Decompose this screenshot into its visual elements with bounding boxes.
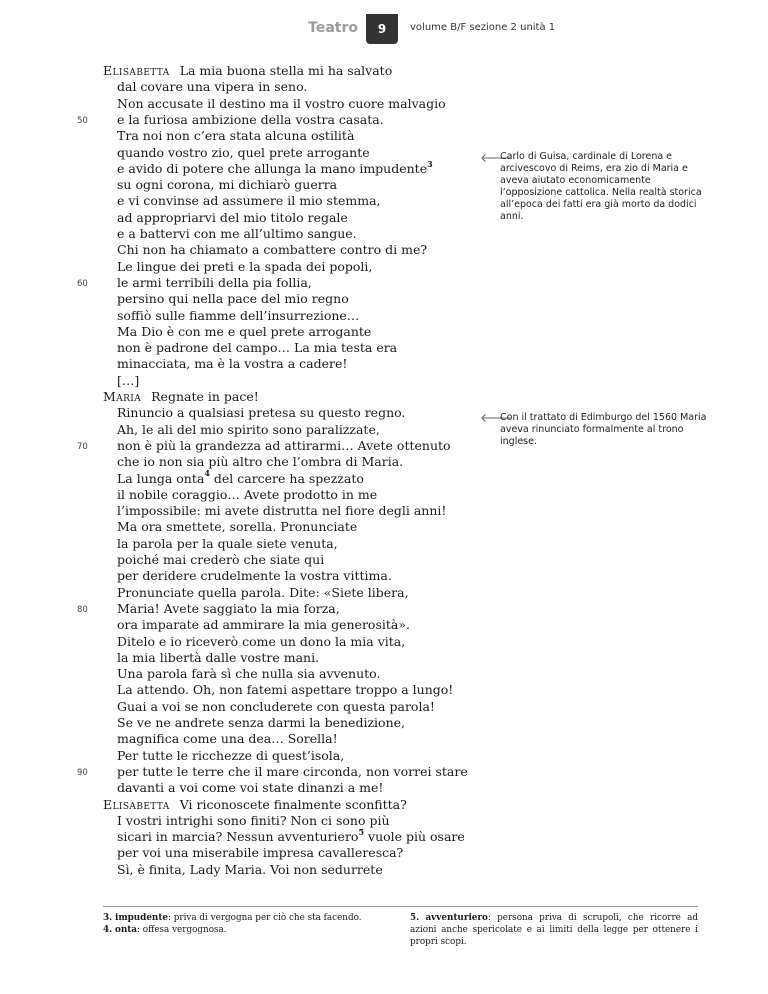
verse-line <box>117 454 403 470</box>
verse-text: vuole più osare <box>364 829 465 845</box>
verse-text: non è padrone del campo… La mia testa era <box>117 340 398 356</box>
verse-text: del carcere ha spezzato <box>209 470 364 486</box>
verse-text: Sì, è finita, Lady Maria. Voi non sedurrete <box>117 861 383 877</box>
verse-text: Pronunciate quella parola. Dite: «Siete libera, <box>117 584 409 600</box>
verse-text: per tutte le terre che il mare circonda, non vorrei stare <box>117 763 468 779</box>
line-number: 90 <box>77 767 88 778</box>
verse-text: e la furiosa ambizione della vostra casata. <box>117 111 384 127</box>
verse-text: Per tutte le ricchezze di quest’isola, <box>117 747 345 763</box>
verse-line <box>117 226 357 242</box>
verse-line <box>117 308 359 324</box>
verse-line <box>117 468 364 487</box>
verse-line <box>117 519 357 535</box>
verse-line <box>117 568 392 584</box>
page-number: 9 <box>366 14 398 44</box>
verse-line <box>117 845 403 861</box>
verse-text: la parola per la quale siete venuta, <box>117 535 338 551</box>
verse-text: dal covare una vipera in seno. <box>117 79 308 95</box>
verse-line <box>117 340 397 356</box>
verse-text: La mia buona stella mi ha salvato <box>179 63 393 78</box>
verse-line <box>117 145 370 161</box>
side-note-guisa: Carlo di Guisa, cardinale di Lorena e arcivescovo di Reims, era zio di Maria e aveva aiutato economicamente l’opposizione cattolica. Nella realtà storica all’epoca dei fatti era già morto da dodici anni. <box>500 151 702 222</box>
verse-text: La attendo. Oh, non fatemi aspettare troppo a lungo! <box>117 682 454 698</box>
verse-text: e a battervi con me all’ultimo sangue. <box>117 226 357 241</box>
verse-line <box>103 797 407 813</box>
verse-text: l’impossibile: mi avete distrutta nel fiore degli anni! <box>117 503 447 519</box>
verse-line <box>117 813 390 829</box>
verse-line <box>117 373 139 389</box>
verse-text: Maria! Avete saggiato la mia forza, <box>117 600 340 616</box>
verse-line <box>117 324 371 340</box>
verse-text: la mia libertà dalle vostre mani. <box>117 649 320 665</box>
verse-text: e avido di potere che allunga la mano impudente <box>117 160 428 176</box>
verse-line <box>117 764 468 780</box>
verse-line <box>117 715 405 731</box>
verse-line <box>117 617 410 633</box>
verse-text: Ah, le ali del mio spirito sono paralizzate, <box>117 421 380 437</box>
verse-text: che io non sia più altro che l’ombra di Maria. <box>117 454 404 470</box>
verse-text: soffiò sulle fiamme dell’insurrezione… <box>117 307 360 323</box>
verse-line <box>117 259 372 275</box>
verse-line <box>117 210 348 226</box>
verse-text: minacciata, ma è la vostra a cadere! <box>117 356 348 372</box>
line-number: 50 <box>77 115 88 126</box>
verse-text: quando vostro zio, quel prete arrogante <box>117 144 370 160</box>
verse-line <box>117 405 405 421</box>
footnote-marker: 5 <box>358 826 365 837</box>
line-number: 80 <box>77 604 88 615</box>
verse-text: Ma Dio è con me e quel prete arrogante <box>117 323 372 339</box>
verse-text: Non accusate il destino ma il vostro cuore malvagio <box>117 95 446 111</box>
verse-line <box>117 536 338 552</box>
verse-line <box>117 503 446 519</box>
page-header <box>0 0 768 40</box>
verse-text: e vi convinse ad assumere il mio stemma, <box>117 193 381 209</box>
verse-line <box>117 291 349 307</box>
verse-text: per deridere crudelmente la vostra vittima. <box>117 568 392 584</box>
verse-line <box>117 585 409 601</box>
verse-text: Rinuncio a qualsiasi pretesa su questo regno. <box>117 405 406 421</box>
verse-text: poiché mai crederò che siate qui <box>117 552 325 567</box>
verse-text: Guai a voi se non concluderete con questa parola! <box>117 698 435 714</box>
verse-line <box>117 79 307 95</box>
verse-line <box>117 158 433 177</box>
verse-line <box>117 666 380 682</box>
footnote-4: 4. onta: offesa vergognosa. <box>103 925 227 935</box>
volume-info: volume B/F sezione 2 unità 1 <box>410 22 556 33</box>
line-number: 60 <box>77 278 88 289</box>
footnote-divider <box>103 906 698 907</box>
verse-line <box>117 731 338 747</box>
footnote-marker: 3 <box>427 158 433 169</box>
verse-line <box>117 552 324 568</box>
section-title: Teatro <box>308 20 358 36</box>
verse-line <box>117 177 337 193</box>
verse-line <box>117 634 405 650</box>
verse-line <box>117 601 340 617</box>
verse-text: Vi riconoscete finalmente sconfitta? <box>179 796 407 812</box>
arrow-left-icon: 🡐 <box>480 411 513 425</box>
footnote-3: 3. impudente: priva di vergogna per ciò che sta facendo. <box>103 913 362 923</box>
verse-text: Regnate in pace! <box>151 389 259 404</box>
verse-line <box>117 96 446 112</box>
footnotes-right-column <box>410 912 698 948</box>
arrow-left-icon: 🡐 <box>480 151 513 165</box>
speaker-name: Maria <box>103 389 142 404</box>
verse-text: il nobile coraggio… Avete prodotto in me <box>117 486 378 502</box>
speaker-name: Elisabetta <box>103 796 170 812</box>
verse-line <box>117 699 435 715</box>
verse-text: Le lingue dei preti e la spada dei popoli, <box>117 258 373 274</box>
speaker-name: Elisabetta <box>103 63 170 78</box>
verse-text: non è più la grandezza ad attirarmi… Avete ottenuto <box>117 437 451 453</box>
verse-line <box>117 862 383 878</box>
verse-line <box>117 356 347 372</box>
line-number: 70 <box>77 441 88 452</box>
verse-text: […] <box>117 372 140 388</box>
verse-line <box>117 438 451 454</box>
verse-line <box>117 650 319 666</box>
verse-text: sicari in marcia? Nessun avventuriero <box>117 829 359 845</box>
verse-text: Ma ora smettete, sorella. Pronunciate <box>117 519 358 535</box>
verse-line <box>117 780 383 796</box>
verse-text: I vostri intrighi sono finiti? Non ci sono più <box>117 812 390 828</box>
verse-text: su ogni corona, mi dichiarò guerra <box>117 177 338 193</box>
side-note-edimburgo: Con il trattato di Edimburgo del 1560 Maria aveva rinunciato formalmente al trono inglese. <box>500 412 707 447</box>
footnotes-left-column <box>103 912 373 936</box>
verse-line <box>117 112 384 128</box>
verse-line <box>117 128 354 144</box>
verse-text: davanti a voi come voi state dinanzi a me! <box>117 780 384 796</box>
verse-text: magnifica come una dea… Sorella! <box>117 731 338 747</box>
verse-line <box>117 748 344 764</box>
verse-line <box>117 275 312 291</box>
verse-text: La lunga onta <box>117 470 205 486</box>
verse-line <box>117 242 427 258</box>
verse-line <box>117 682 453 698</box>
verse-text: ad appropriarvi del mio titolo regale <box>117 209 348 225</box>
footnote-marker: 4 <box>204 468 210 479</box>
verse-line <box>117 422 380 438</box>
footnote-5: 5. avventuriero: persona priva di scrupoli, che ricorre ad azioni anche spericolate e ai limiti della legge per ottenere i propri scopi. <box>410 913 698 947</box>
verse-text: Ditelo e io riceverò come un dono la mia vita, <box>117 633 406 649</box>
verse-text: persino qui nella pace del mio regno <box>117 291 349 307</box>
verse-text: le armi terribili della pia follia, <box>117 274 312 290</box>
verse-line <box>117 487 377 503</box>
verse-text: Chi non ha chiamato a combattere contro di me? <box>117 242 428 258</box>
verse-line <box>103 389 259 405</box>
verse-text: per voi una miserabile impresa cavalleresca? <box>117 845 404 861</box>
verse-text: Una parola farà sì che nulla sia avvenuto. <box>117 666 381 682</box>
verse-line <box>103 63 392 79</box>
verse-line <box>117 193 381 209</box>
verse-text: Se ve ne andrete senza darmi la benedizione, <box>117 715 405 730</box>
verse-text: ora imparate ad ammirare la mia generosità». <box>117 617 410 633</box>
verse-text: Tra noi non c’era stata alcuna ostilità <box>117 128 355 144</box>
verse-line <box>117 826 465 845</box>
